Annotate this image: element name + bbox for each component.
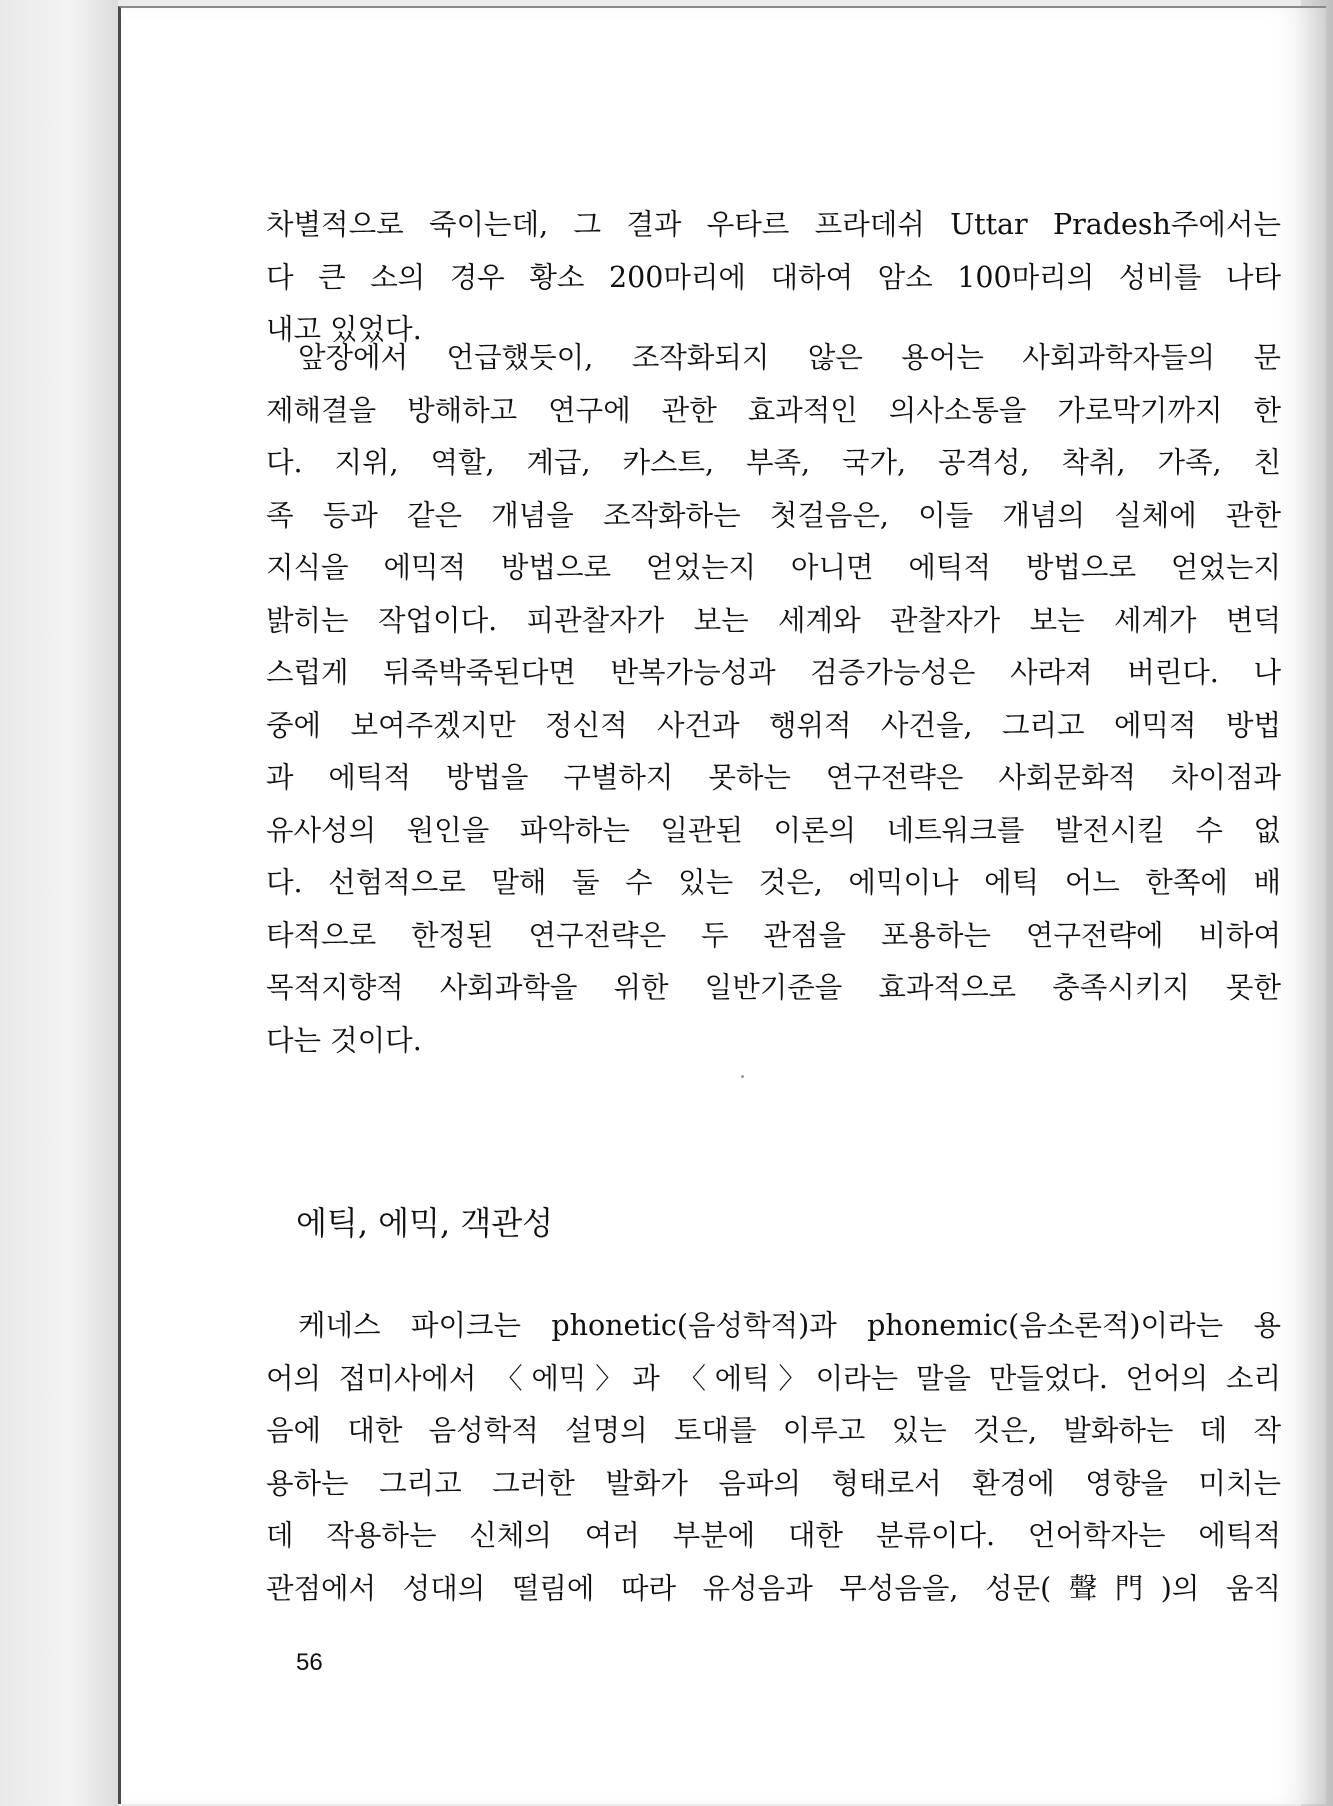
text-line: 족 등과 같은 개념을 조작화하는 첫걸음은, 이들 개념의 실체에 관한 (266, 498, 1281, 532)
text-line: 관점에서 성대의 떨림에 따라 유성음과 무성음을, 성문(聲門)의 움직 (266, 1571, 1281, 1605)
book-page (118, 6, 1326, 1804)
page-number: 56 (296, 1649, 323, 1676)
text-line: 다. 지위, 역할, 계급, 카스트, 부족, 국가, 공격성, 착취, 가족, 친 (266, 446, 1281, 479)
text-line: 앞장에서 언급했듯이, 조작화되지 않은 용어는 사회과학자들의 문 (298, 341, 1281, 374)
text-line: 다 큰 소의 경우 황소 200마리에 대하여 암소 100마리의 성비를 나타 (266, 260, 1281, 294)
text-line: 차별적으로 죽이는데, 그 결과 우타르 프라데쉬 Uttar Pradesh주에서는 (266, 208, 1281, 241)
text-line: 내고 있었다. (266, 313, 422, 346)
paragraph-3 (266, 1300, 1281, 1615)
text-line: 타적으로 한정된 연구전략은 두 관점을 포용하는 연구전략에 비하여 (266, 918, 1281, 952)
text-line: 중에 보여주겠지만 정신적 사건과 행위적 사건을, 그리고 에믹적 방법 (266, 708, 1281, 742)
text-line: 다는 것이다. (266, 1023, 422, 1057)
section-heading: 에틱, 에믹, 객관성 (296, 1204, 554, 1242)
text-line: 밝히는 작업이다. 피관찰자가 보는 세계와 관찰자가 보는 세계가 변덕 (266, 603, 1281, 637)
paragraph-2 (266, 332, 1281, 1067)
text-line: 어의 접미사에서 〈에믹〉과 〈에틱〉이라는 말을 만들었다. 언어의 소리 (266, 1361, 1281, 1395)
text-line: 제해결을 방해하고 연구에 관한 효과적인 의사소통을 가로막기까지 한 (266, 393, 1281, 427)
text-line: 케네스 파이크는 phonetic(음성학적)과 phonemic(음소론적)이라는 용 (298, 1309, 1281, 1342)
scan-speck (741, 1075, 744, 1078)
text-line: 용하는 그리고 그러한 발화가 음파의 형태로서 환경에 영향을 미치는 (266, 1466, 1281, 1500)
text-line: 데 작용하는 신체의 여러 부분에 대한 분류이다. 언어학자는 에틱적 (266, 1519, 1281, 1552)
text-line: 스럽게 뒤죽박죽된다면 반복가능성과 검증가능성은 사라져 버린다. 나 (266, 656, 1281, 689)
text-line: 유사성의 원인을 파악하는 일관된 이론의 네트워크를 발전시킬 수 없 (266, 813, 1281, 847)
text-line: 과 에틱적 방법을 구별하지 못하는 연구전략은 사회문화적 차이점과 (266, 761, 1281, 794)
text-line: 지식을 에믹적 방법으로 얻었는지 아니면 에틱적 방법으로 얻었는지 (266, 551, 1281, 584)
text-line: 음에 대한 음성학적 설명의 토대를 이루고 있는 것은, 발화하는 데 작 (266, 1414, 1281, 1447)
text-line: 목적지향적 사회과학을 위한 일반기준을 효과적으로 충족시키지 못한 (266, 971, 1281, 1004)
text-line: 다. 선험적으로 말해 둘 수 있는 것은, 에믹이나 에틱 어느 한쪽에 배 (266, 866, 1281, 899)
scan-left-margin (0, 0, 118, 1806)
